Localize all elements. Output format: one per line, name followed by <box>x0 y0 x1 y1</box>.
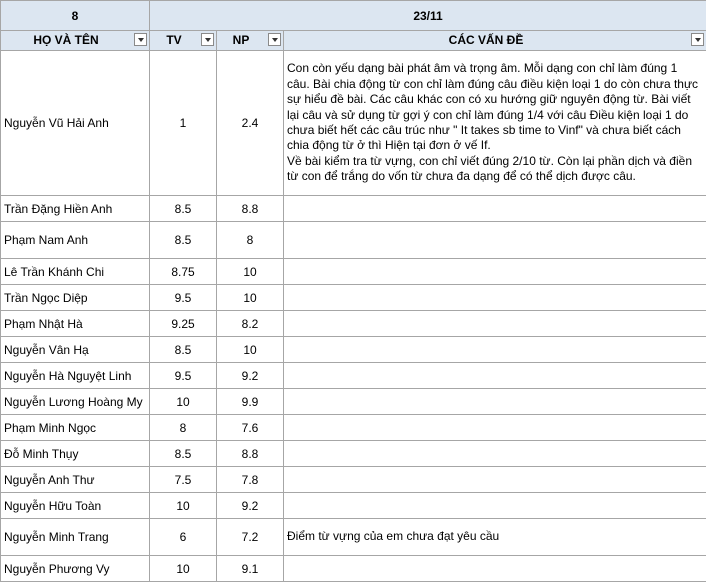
student-name-cell[interactable]: Nguyễn Vũ Hải Anh <box>1 51 150 196</box>
np-score-cell[interactable]: 8.8 <box>217 441 284 467</box>
tv-score-cell[interactable]: 6 <box>150 519 217 556</box>
table-row <box>1 51 706 196</box>
student-name-cell[interactable]: Nguyễn Anh Thư <box>1 467 150 493</box>
table-row <box>1 389 706 415</box>
issues-cell[interactable] <box>284 337 706 363</box>
np-score-cell[interactable]: 9.2 <box>217 493 284 519</box>
header-tv-label: TV <box>166 33 182 47</box>
np-score-cell[interactable]: 10 <box>217 337 284 363</box>
filter-dropdown-icon[interactable] <box>201 33 214 46</box>
tv-score-cell[interactable]: 8.5 <box>150 222 217 259</box>
table-row <box>1 519 706 556</box>
table-row <box>1 285 706 311</box>
student-name-cell[interactable]: Nguyễn Minh Trang <box>1 519 150 556</box>
table-row <box>1 196 706 222</box>
issues-cell[interactable] <box>284 222 706 259</box>
table-row <box>1 467 706 493</box>
tv-score-cell[interactable]: 10 <box>150 493 217 519</box>
table-row <box>1 363 706 389</box>
issues-cell[interactable] <box>284 285 706 311</box>
table-row <box>1 415 706 441</box>
header-np[interactable] <box>217 31 284 51</box>
tv-score-cell[interactable]: 8.5 <box>150 441 217 467</box>
np-score-cell[interactable]: 7.8 <box>217 467 284 493</box>
student-name-cell[interactable]: Trần Ngọc Diệp <box>1 285 150 311</box>
filter-dropdown-icon[interactable] <box>691 33 704 46</box>
header-issues-label: CÁC VẤN ĐỀ <box>448 33 524 47</box>
filter-dropdown-icon[interactable] <box>268 33 281 46</box>
np-score-cell[interactable]: 7.2 <box>217 519 284 556</box>
np-score-cell[interactable]: 8.2 <box>217 311 284 337</box>
student-name-cell[interactable]: Phạm Minh Ngọc <box>1 415 150 441</box>
np-score-cell[interactable]: 10 <box>217 285 284 311</box>
student-name-cell[interactable]: Phạm Nhật Hà <box>1 311 150 337</box>
tv-score-cell[interactable]: 9.5 <box>150 363 217 389</box>
issues-cell[interactable]: Điểm từ vựng của em chưa đạt yêu cầu <box>284 519 706 556</box>
table-row <box>1 556 706 582</box>
table-row <box>1 441 706 467</box>
tv-score-cell[interactable]: 7.5 <box>150 467 217 493</box>
student-name-cell[interactable]: Phạm Nam Anh <box>1 222 150 259</box>
tv-score-cell[interactable]: 8.5 <box>150 196 217 222</box>
tv-score-cell[interactable]: 8 <box>150 415 217 441</box>
tv-score-cell[interactable]: 1 <box>150 51 217 196</box>
header-name-label: HỌ VÀ TÊN <box>33 33 99 47</box>
table-row <box>1 493 706 519</box>
np-score-cell[interactable]: 8 <box>217 222 284 259</box>
issues-cell[interactable] <box>284 493 706 519</box>
issues-cell[interactable] <box>284 363 706 389</box>
student-name-cell[interactable]: Trần Đặng Hiền Anh <box>1 196 150 222</box>
tv-score-cell[interactable]: 8.75 <box>150 259 217 285</box>
student-name-cell[interactable]: Nguyễn Hữu Toàn <box>1 493 150 519</box>
header-tv[interactable] <box>150 31 217 51</box>
issues-cell[interactable] <box>284 556 706 582</box>
table-row <box>1 337 706 363</box>
header-issues[interactable] <box>284 31 706 51</box>
np-score-cell[interactable]: 10 <box>217 259 284 285</box>
issues-cell[interactable] <box>284 196 706 222</box>
tv-score-cell[interactable]: 8.5 <box>150 337 217 363</box>
issues-cell[interactable] <box>284 441 706 467</box>
tv-score-cell[interactable]: 9.25 <box>150 311 217 337</box>
tv-score-cell[interactable]: 9.5 <box>150 285 217 311</box>
np-score-cell[interactable]: 9.1 <box>217 556 284 582</box>
student-name-cell[interactable]: Nguyễn Vân Hạ <box>1 337 150 363</box>
student-name-cell[interactable]: Đỗ Minh Thụy <box>1 441 150 467</box>
student-name-cell[interactable]: Lê Trần Khánh Chi <box>1 259 150 285</box>
table-row <box>1 311 706 337</box>
date-cell[interactable]: 23/11 <box>150 1 706 31</box>
issues-cell[interactable]: Con còn yếu dạng bài phát âm và trọng âm. Mỗi dạng con chỉ làm đúng 1 câu. Bài chia động từ con chỉ làm đúng câu điều kiện loại 1 do còn chưa thực sự hiểu đề bài. Các câu khác con có xu hướng giữ nguyên động từ. Bài viết lại câu và sử dụng từ gợi ý con chỉ làm đúng 1/4 với câu Điều kiện loại 1 do chưa biết hết các câu trúc như " It takes sb time to Vinf" và chưa biết cách chia động từ ở thì Hiện tại đơn ở vế If. Về bài kiểm tra từ vựng, con chỉ viết đúng 2/10 từ. Còn lại phần dịch và điền từ con để trắng do vốn từ chưa đa dạng để có thể dịch được câu. <box>284 51 706 196</box>
student-name-cell[interactable]: Nguyễn Lương Hoàng My <box>1 389 150 415</box>
issues-cell[interactable] <box>284 389 706 415</box>
filter-dropdown-icon[interactable] <box>134 33 147 46</box>
np-score-cell[interactable]: 8.8 <box>217 196 284 222</box>
issues-cell[interactable] <box>284 311 706 337</box>
table-row <box>1 259 706 285</box>
tv-score-cell[interactable]: 10 <box>150 556 217 582</box>
student-name-cell[interactable]: Nguyễn Hà Nguyệt Linh <box>1 363 150 389</box>
student-name-cell[interactable]: Nguyễn Phương Vy <box>1 556 150 582</box>
np-score-cell[interactable]: 2.4 <box>217 51 284 196</box>
issues-cell[interactable] <box>284 415 706 441</box>
class-cell[interactable]: 8 <box>1 1 150 31</box>
header-name[interactable] <box>1 31 150 51</box>
np-score-cell[interactable]: 9.2 <box>217 363 284 389</box>
header-row <box>1 31 706 51</box>
issues-cell[interactable] <box>284 259 706 285</box>
student-rows <box>1 51 706 582</box>
issues-cell[interactable] <box>284 467 706 493</box>
table-row <box>1 222 706 259</box>
np-score-cell[interactable]: 9.9 <box>217 389 284 415</box>
tv-score-cell[interactable]: 10 <box>150 389 217 415</box>
header-np-label: NP <box>232 33 250 47</box>
np-score-cell[interactable]: 7.6 <box>217 415 284 441</box>
title-row <box>1 1 706 31</box>
